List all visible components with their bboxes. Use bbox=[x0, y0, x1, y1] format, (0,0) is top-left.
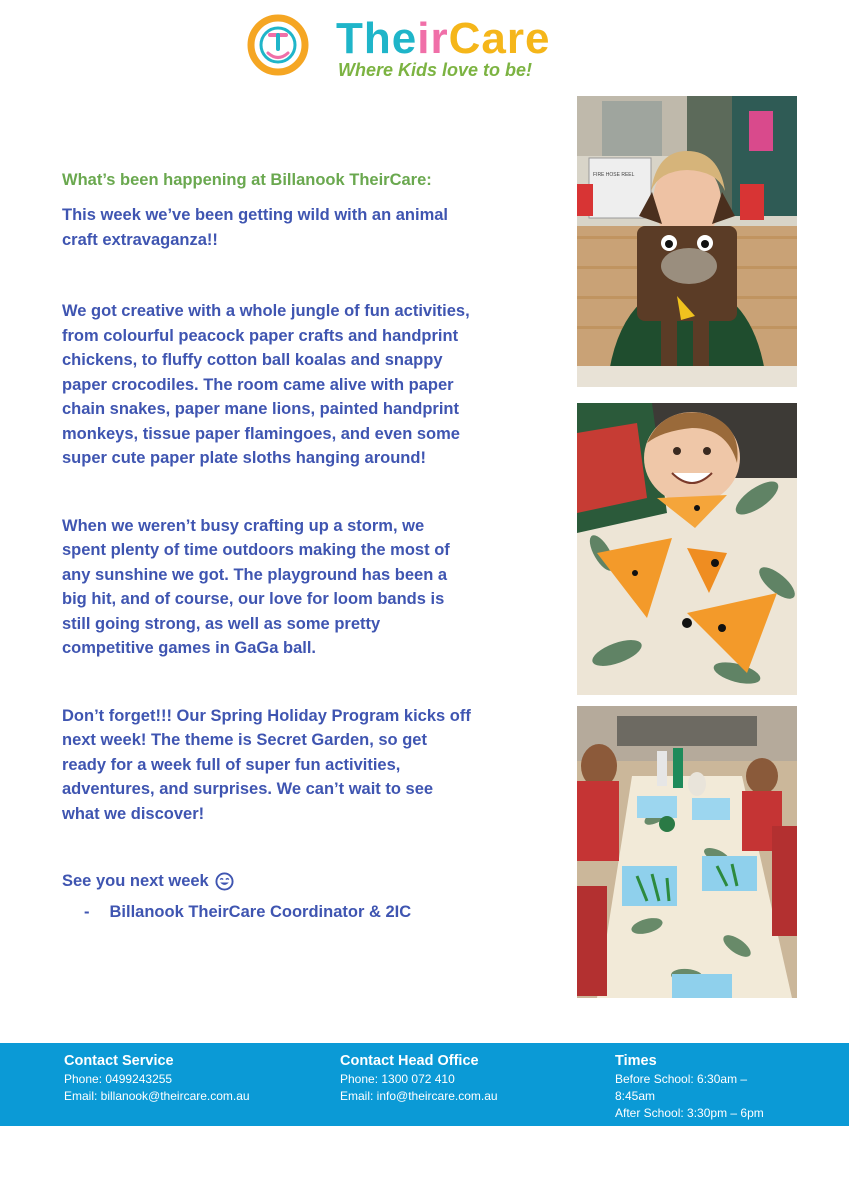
signature-line bbox=[84, 900, 472, 924]
before-school-time: Before School: 6:30am – bbox=[615, 1072, 748, 1086]
brand-letter: T bbox=[336, 14, 364, 63]
brand-letter: a bbox=[481, 14, 507, 63]
intro-paragraph: This week we’ve been getting wild with an animal craft extravaganza!! bbox=[62, 206, 449, 249]
after-school-time: After School: 3:30pm – 6pm bbox=[615, 1106, 764, 1120]
brand-letter: C bbox=[448, 14, 482, 63]
article-body bbox=[62, 168, 472, 924]
signoff-line bbox=[62, 869, 472, 894]
before-school-time-cont: 8:45am bbox=[615, 1089, 656, 1103]
fire-hose-sign: FIRE HOSE REEL bbox=[593, 172, 635, 178]
contact-service-title: Contact Service bbox=[64, 1053, 174, 1069]
holiday-reminder-paragraph: Don’t forget!!! Our Spring Holiday Program kicks off next week! The theme is Secret Garden, so get ready for a week full of super fun activities, adventures, and surprises. We can’t wait to see what we discover! bbox=[62, 706, 471, 823]
head-office-title: Contact Head Office bbox=[340, 1053, 479, 1069]
brand-letter: e bbox=[525, 14, 551, 63]
brand-letter: r bbox=[430, 14, 449, 63]
theircare-logo bbox=[244, 14, 574, 84]
head-office-phone: Phone: 1300 072 410 bbox=[340, 1072, 455, 1086]
brand-wordmark bbox=[336, 16, 551, 62]
times-title: Times bbox=[615, 1053, 657, 1069]
crafts-paragraph: We got creative with a whole jungle of fun activities, from colourful peacock paper crafts and handprint chickens, to fluffy cotton ball koalas and snappy paper crocodiles. The room came alive with paper chain snakes, paper mane lions, painted handprint monkeys, tissue paper flamingoes, and even some super cute paper plate sloths hanging around! bbox=[62, 302, 470, 467]
photo-fox-crafts bbox=[577, 403, 797, 695]
brand-letter: i bbox=[417, 14, 431, 63]
signature-dash: - bbox=[84, 902, 90, 921]
brand-letter: e bbox=[391, 14, 418, 63]
contact-head-office-block bbox=[340, 1051, 590, 1105]
smiling-face-icon bbox=[215, 872, 234, 891]
service-email[interactable]: Email: billanook@theircare.com.au bbox=[64, 1089, 250, 1103]
head-office-email[interactable]: Email: info@theircare.com.au bbox=[340, 1089, 498, 1103]
theircare-logo-icon bbox=[244, 14, 312, 76]
brand-letter: h bbox=[363, 14, 392, 63]
service-phone: Phone: 0499243255 bbox=[64, 1072, 173, 1086]
photo-painting-table bbox=[577, 706, 797, 998]
brand-tagline: Where Kids love to be! bbox=[338, 60, 533, 80]
outdoor-paragraph: When we weren’t busy crafting up a storm, we spent plenty of time outdoors making the most of any sunshine we got. The playground has been a big hit, and of course, our love for loom bands is still going strong, as well as some pretty competitive games in GaGa ball. bbox=[62, 516, 450, 657]
signoff-text: See you next week bbox=[62, 872, 209, 890]
signature-text: Billanook TheirCare Coordinator & 2IC bbox=[109, 902, 412, 921]
contact-footer bbox=[0, 1043, 849, 1126]
contact-service-block bbox=[64, 1051, 314, 1105]
article-heading: What’s been happening at Billanook TheirCare: bbox=[62, 171, 432, 189]
photo-monkey-craft bbox=[577, 96, 797, 387]
times-block bbox=[615, 1051, 790, 1122]
brand-letter: r bbox=[506, 14, 526, 63]
